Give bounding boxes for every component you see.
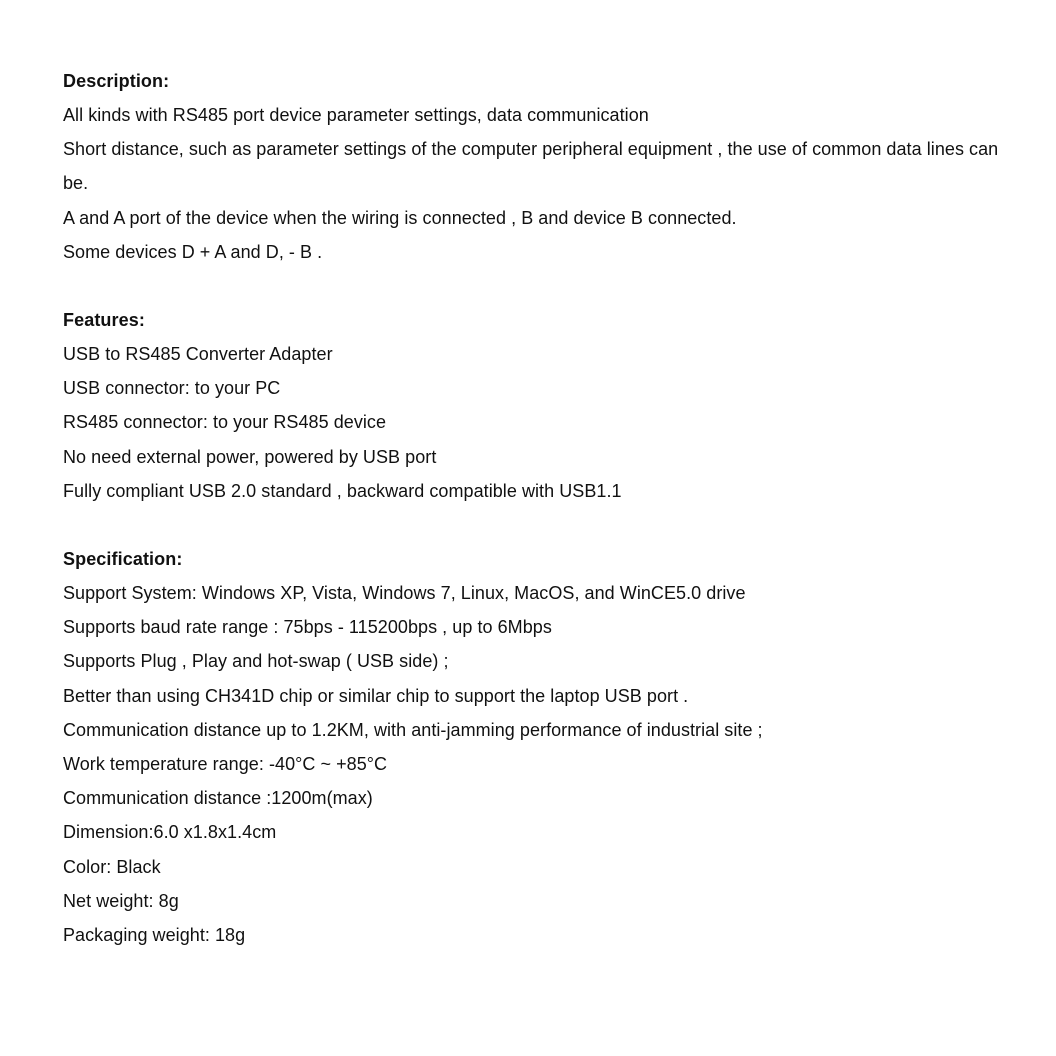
feature-line: Fully compliant USB 2.0 standard , backward compatible with USB1.1	[63, 480, 622, 501]
feature-line: USB connector: to your PC	[63, 378, 281, 399]
specification-line: Support System: Windows XP, Vista, Windows 7, Linux, MacOS, and WinCE5.0 drive	[63, 583, 746, 604]
specification-line: Communication distance :1200m(max)	[63, 788, 373, 809]
features-section	[63, 303, 1023, 508]
description-heading: Description:	[63, 71, 170, 91]
specification-line: Supports baud rate range : 75bps - 115200bps , up to 6Mbps	[63, 617, 552, 638]
specification-line: Color: Black	[63, 856, 161, 877]
specification-line: Dimension:6.0 x1.8x1.4cm	[63, 822, 277, 843]
feature-line: RS485 connector: to your RS485 device	[63, 412, 387, 433]
features-heading: Features:	[63, 310, 145, 331]
specification-line: Communication distance up to 1.2KM, with anti-jamming performance of industrial site ;	[63, 719, 763, 740]
description-line: A and A port of the device when the wiring is connected , B and device B connected.	[63, 207, 737, 228]
specification-line: Net weight: 8g	[63, 890, 179, 911]
description-section	[63, 64, 1023, 269]
specification-line: Packaging weight: 18g	[63, 925, 246, 946]
product-description-document	[63, 64, 1023, 952]
specification-section	[63, 542, 1023, 952]
feature-line: No need external power, powered by USB port	[63, 446, 437, 467]
specification-line: Work temperature range: -40°C ~ +85°C	[63, 754, 388, 775]
specification-line: Supports Plug , Play and hot-swap ( USB side) ;	[63, 651, 449, 672]
description-line: Some devices D + A and D, - B .	[63, 241, 323, 262]
specification-heading: Specification:	[63, 549, 183, 570]
description-line: Short distance, such as parameter settings of the computer peripheral equipment , the use of common data lines can be.	[63, 139, 999, 194]
feature-line: USB to RS485 Converter Adapter	[63, 344, 333, 365]
specification-line: Better than using CH341D chip or similar chip to support the laptop USB port .	[63, 685, 689, 706]
description-line: All kinds with RS485 port device parameter settings, data communication	[63, 105, 649, 125]
